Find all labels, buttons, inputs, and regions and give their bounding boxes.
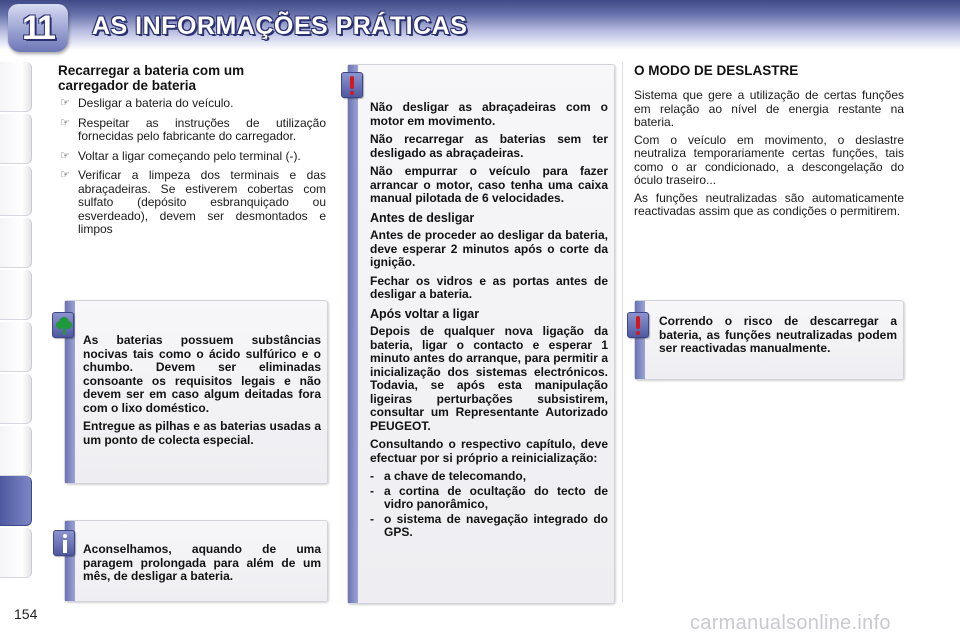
side-tab-active[interactable] [0,476,32,526]
side-tab[interactable] [0,114,32,164]
bullet-item [58,97,326,111]
list-item [370,470,608,484]
info-note-box [64,520,328,602]
note-paragraph: Antes de proceder ao desligar da bateria, deve esperar 2 minutos após o corte da ignição. [370,228,608,269]
heading-line: carregador de bateria [58,78,197,93]
side-tab[interactable] [0,322,32,372]
paragraph: Sistema que gere a utilização de certas funções em relação ao nível de energia restante na bateria. [634,88,904,129]
eco-note-box [64,300,328,484]
bullet-text: Desligar a bateria do veículo. [78,96,234,110]
page-number: 154 [14,606,38,622]
column-divider [622,62,623,602]
side-tab[interactable] [0,218,32,268]
note-subheading: Antes de desligar [370,210,475,225]
battery-warning-note-text [370,101,608,541]
side-tab[interactable] [0,166,32,216]
chapter-number: 11 [22,8,54,47]
chapter-side-tabs [0,62,34,582]
dash: - [370,483,374,498]
list-item [370,513,608,540]
side-tab[interactable] [0,528,32,578]
note-paragraph: Depois de qualquer nova ligação da bateria, ligar o contacto e esperar 1 minuto antes do arranque, para permitir a inicialização dos sistemas electrónicos. Todavia, se após esta manipulação ligeiras perturbações subsistirem, consultar um Representante Autorizado PEUGEOT. [370,324,608,433]
warning-exclamation-icon [627,312,649,338]
bullet-text: Respeitar as instruções de utilização fornecidas pelo fabricante do carregador. [78,115,326,143]
bullet-item [58,169,326,237]
eco-note-text [83,334,321,452]
side-tab[interactable] [0,270,32,320]
deslastre-warning-note-box [634,300,904,380]
paragraph: As funções neutralizadas são automaticamente reactivadas assim que as condições o permitirem. [634,190,904,218]
deslastre-warning-note-text: Correndo o risco de descarregar a bateria, as funções neutralizadas podem ser reactivadas manualmente. [659,314,897,355]
bullet-text: Verificar a limpeza dos terminais e das abraçadeiras. Se estiverem cobertas com sulfato (depósito esbranquiçado ou esverdeado), devem ser desmontados e limpos [78,168,326,236]
pointing-hand-icon: ☞ [60,116,70,129]
chapter-tab [8,4,68,52]
list-item [370,485,608,512]
list-item-text: a chave de telecomando, [384,469,527,483]
bullet-text: Voltar a ligar começando pelo terminal (-). [78,148,301,163]
eco-tree-icon [52,312,74,338]
battery-warning-note-box [347,64,615,604]
dash: - [370,469,374,483]
reinit-list [370,470,608,540]
side-tab[interactable] [0,426,32,476]
section-heading-recharge [58,63,318,93]
note-paragraph: Consultando o respectivo capítulo, deve efectuar por si próprio a reinicialização: [370,437,608,465]
note-paragraph: Não recarregar as baterias sem ter desligado as abraçadeiras. [370,132,608,160]
list-item-text: a cortina de ocultação do tecto de vidro panorâmico, [384,483,608,511]
heading-line: Recarregar a bateria com um [58,63,245,78]
bullet-item [58,117,326,144]
deslastre-text [634,89,904,223]
eco-note-paragraph: As baterias possuem substâncias nocivas tais como o ácido sulfúrico e o chumbo. Devem ser eliminadas consoante os requisitos legais e não devem ser em caso algum deitadas fora com o lixo doméstico. [83,333,321,415]
pointing-hand-icon: ☞ [60,97,70,109]
bullet-item [58,150,326,164]
eco-note-paragraph: Entregue as pilhas e as baterias usadas a um ponto de colecta especial. [83,419,321,447]
warning-exclamation-icon [341,72,363,98]
side-tab[interactable] [0,374,32,424]
watermark: carmanualsonline.info [690,612,891,634]
chapter-title: AS INFORMAÇÕES PRÁTICAS [92,12,468,40]
note-paragraph: Não empurrar o veículo para fazer arrancar o motor, caso tenha uma caixa manual pilotada de 6 velocidades. [370,164,608,205]
note-paragraph: Não desligar as abraçadeiras com o motor em movimento. [370,100,608,128]
deslastre-heading: O MODO DE DESLASTRE [634,63,799,78]
note-paragraph: Fechar os vidros e as portas antes de desligar a bateria. [370,273,608,301]
pointing-hand-icon: ☞ [60,169,70,181]
note-subheading: Após voltar a ligar [370,306,480,321]
bullet-list [58,97,326,243]
list-item-text: o sistema de navegação integrado do GPS. [384,511,608,539]
pointing-hand-icon: ☞ [60,149,70,162]
note-stripe [348,65,358,603]
paragraph: Com o veículo em movimento, o deslastre neutraliza temporariamente certas funções, tais como o ar condicionado, a descongelação do óculo traseiro... [634,132,904,187]
dash: - [370,511,374,526]
side-tab[interactable] [0,62,32,112]
info-icon [53,530,75,556]
info-note-text: Aconselhamos, aquando de uma paragem prolongada para além de um mês, de desligar a bateria. [83,542,321,583]
